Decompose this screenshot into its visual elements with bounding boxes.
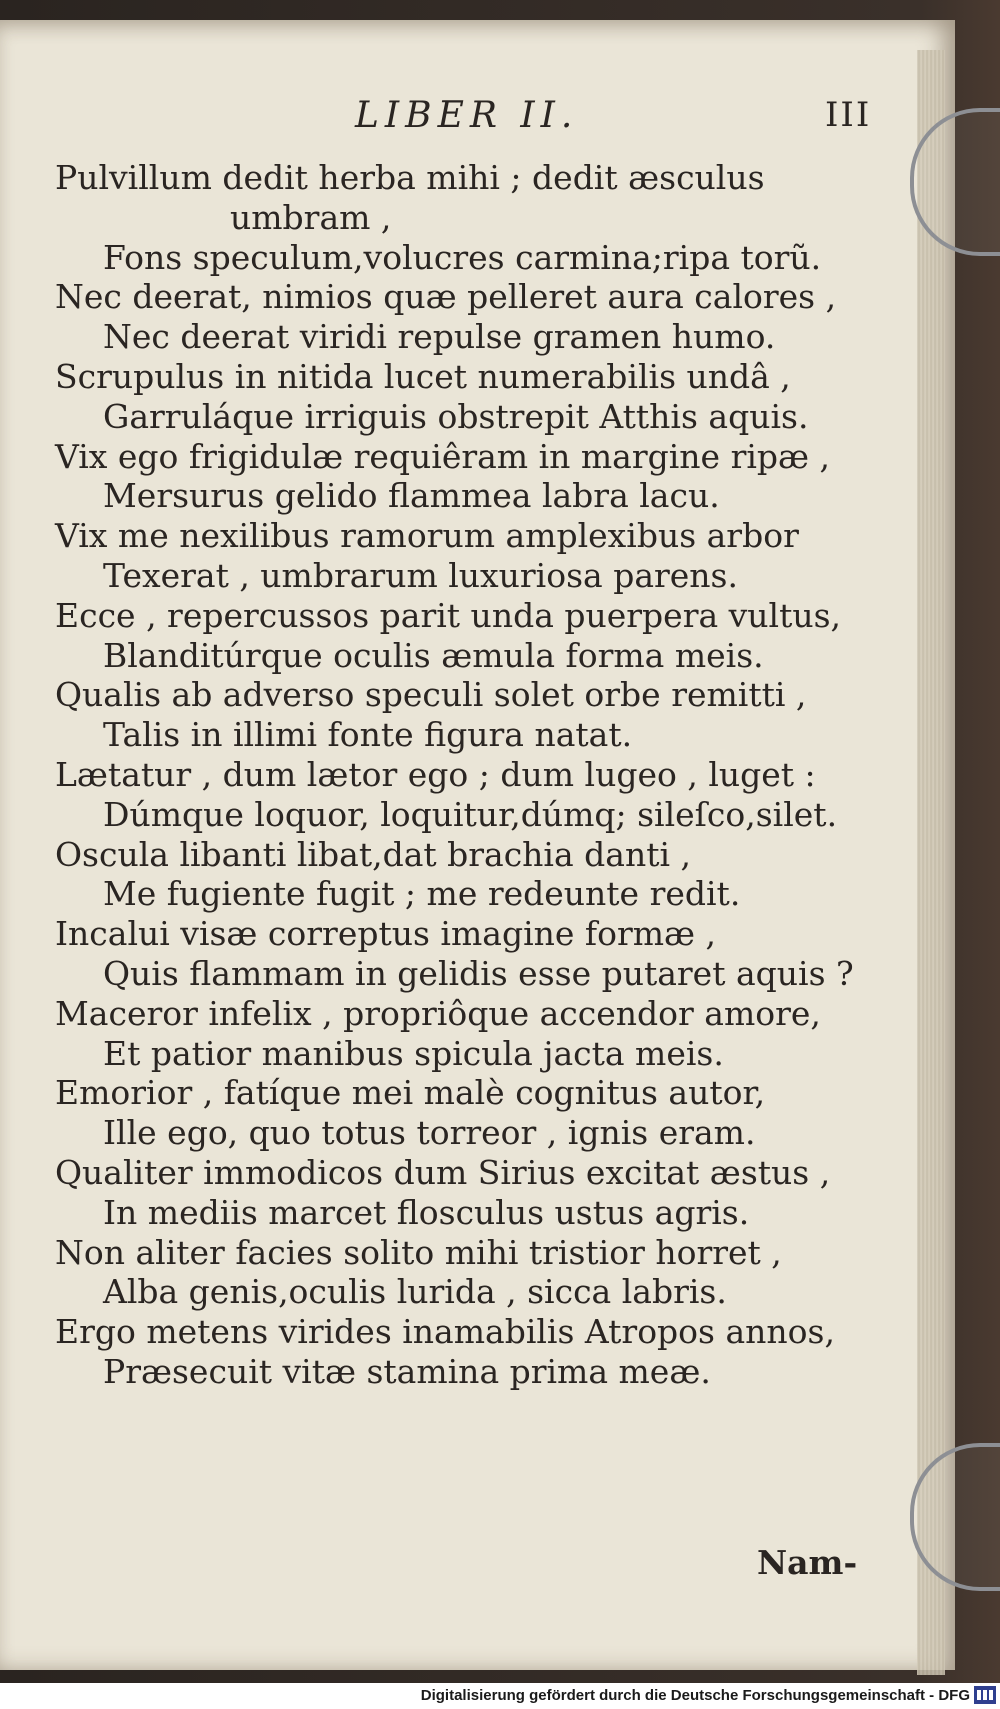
verse-line: Ergo metens virides inamabilis Atropos annos, bbox=[55, 1312, 835, 1352]
verse-line: Pulvillum dedit herba mihi ; dedit æsculus bbox=[55, 158, 765, 197]
book-page bbox=[0, 20, 955, 1670]
verse-line: Non aliter facies solito mihi tristior horret , bbox=[55, 1232, 782, 1272]
verse-line: Dúmque loquor, loquitur,dúmq; sileſco,silet. bbox=[103, 794, 838, 834]
verse-line: Mersurus gelido flammea labra lacu. bbox=[103, 476, 720, 516]
verse-line: Et patior manibus spicula jacta meis. bbox=[103, 1033, 724, 1073]
page-number: III bbox=[825, 95, 872, 135]
verse-line: Præsecuit vitæ stamina prima meæ. bbox=[103, 1351, 711, 1391]
verse-line: Ille ego, quo totus torreor , ignis eram. bbox=[103, 1113, 756, 1153]
verse-line: Maceror infelix , propriôque accendor amore, bbox=[55, 993, 821, 1033]
verse-line: Texerat , umbrarum luxuriosa parens. bbox=[103, 555, 738, 595]
verse-line: Vix me nexilibus ramorum amplexibus arbor bbox=[55, 516, 799, 556]
verse-line: Incalui visæ correptus imagine formæ , bbox=[55, 914, 717, 954]
verse-line: Quis flammam in gelidis esse putaret aquis ? bbox=[103, 953, 854, 993]
verse-line: Nec deerat viridi repulse gramen humo. bbox=[103, 317, 776, 357]
verse-line: Fons speculum,volucres carmina;ripa torũ. bbox=[103, 237, 822, 277]
dfg-logo-icon bbox=[974, 1686, 996, 1704]
verse-line: Nec deerat, nimios quæ pelleret aura calores , bbox=[55, 277, 837, 317]
catchword: Nam- bbox=[757, 1543, 858, 1582]
verse-line: Lætatur , dum lætor ego ; dum lugeo , luget : bbox=[55, 754, 816, 794]
verse-line: Blanditúrque oculis æmula forma meis. bbox=[103, 635, 764, 675]
verse-line: Oscula libanti libat,dat brachia danti , bbox=[55, 834, 691, 874]
running-head: LIBER II. bbox=[355, 95, 579, 136]
page-header bbox=[0, 95, 955, 145]
funding-credit: Digitalisierung gefördert durch die Deutsche Forschungsgemeinschaft - DFG bbox=[420, 1687, 970, 1704]
verse-line: umbram , bbox=[230, 197, 392, 237]
verse-line: Qualiter immodicos dum Sirius excitat æstus , bbox=[55, 1152, 831, 1192]
poem-text bbox=[55, 158, 920, 1392]
verse-line: Alba genis,oculis lurida , sicca labris. bbox=[103, 1272, 727, 1312]
verse-line: Ecce , repercussos parit unda puerpera vultus, bbox=[55, 595, 842, 635]
verse-line: Qualis ab adverso speculi solet orbe remitti , bbox=[55, 675, 807, 715]
verse-line: Vix ego frigidulæ requiêram in margine ripæ , bbox=[55, 436, 831, 476]
verse-line: In mediis marcet flosculus ustus agris. bbox=[103, 1192, 750, 1232]
verse-line: Me fugiente fugit ; me redeunte redit. bbox=[103, 874, 741, 914]
verse-line: Emorior , fatíque mei malè cognitus autor, bbox=[55, 1073, 766, 1113]
verse-line: Garruláque irriguis obstrepit Atthis aquis. bbox=[103, 396, 809, 436]
verse-line: Scrupulus in nitida lucet numerabilis undâ , bbox=[55, 356, 791, 396]
page-edge bbox=[917, 50, 945, 1675]
verse-line: Talis in illimi fonte figura natat. bbox=[103, 715, 633, 755]
footer-bar bbox=[0, 1683, 1000, 1709]
